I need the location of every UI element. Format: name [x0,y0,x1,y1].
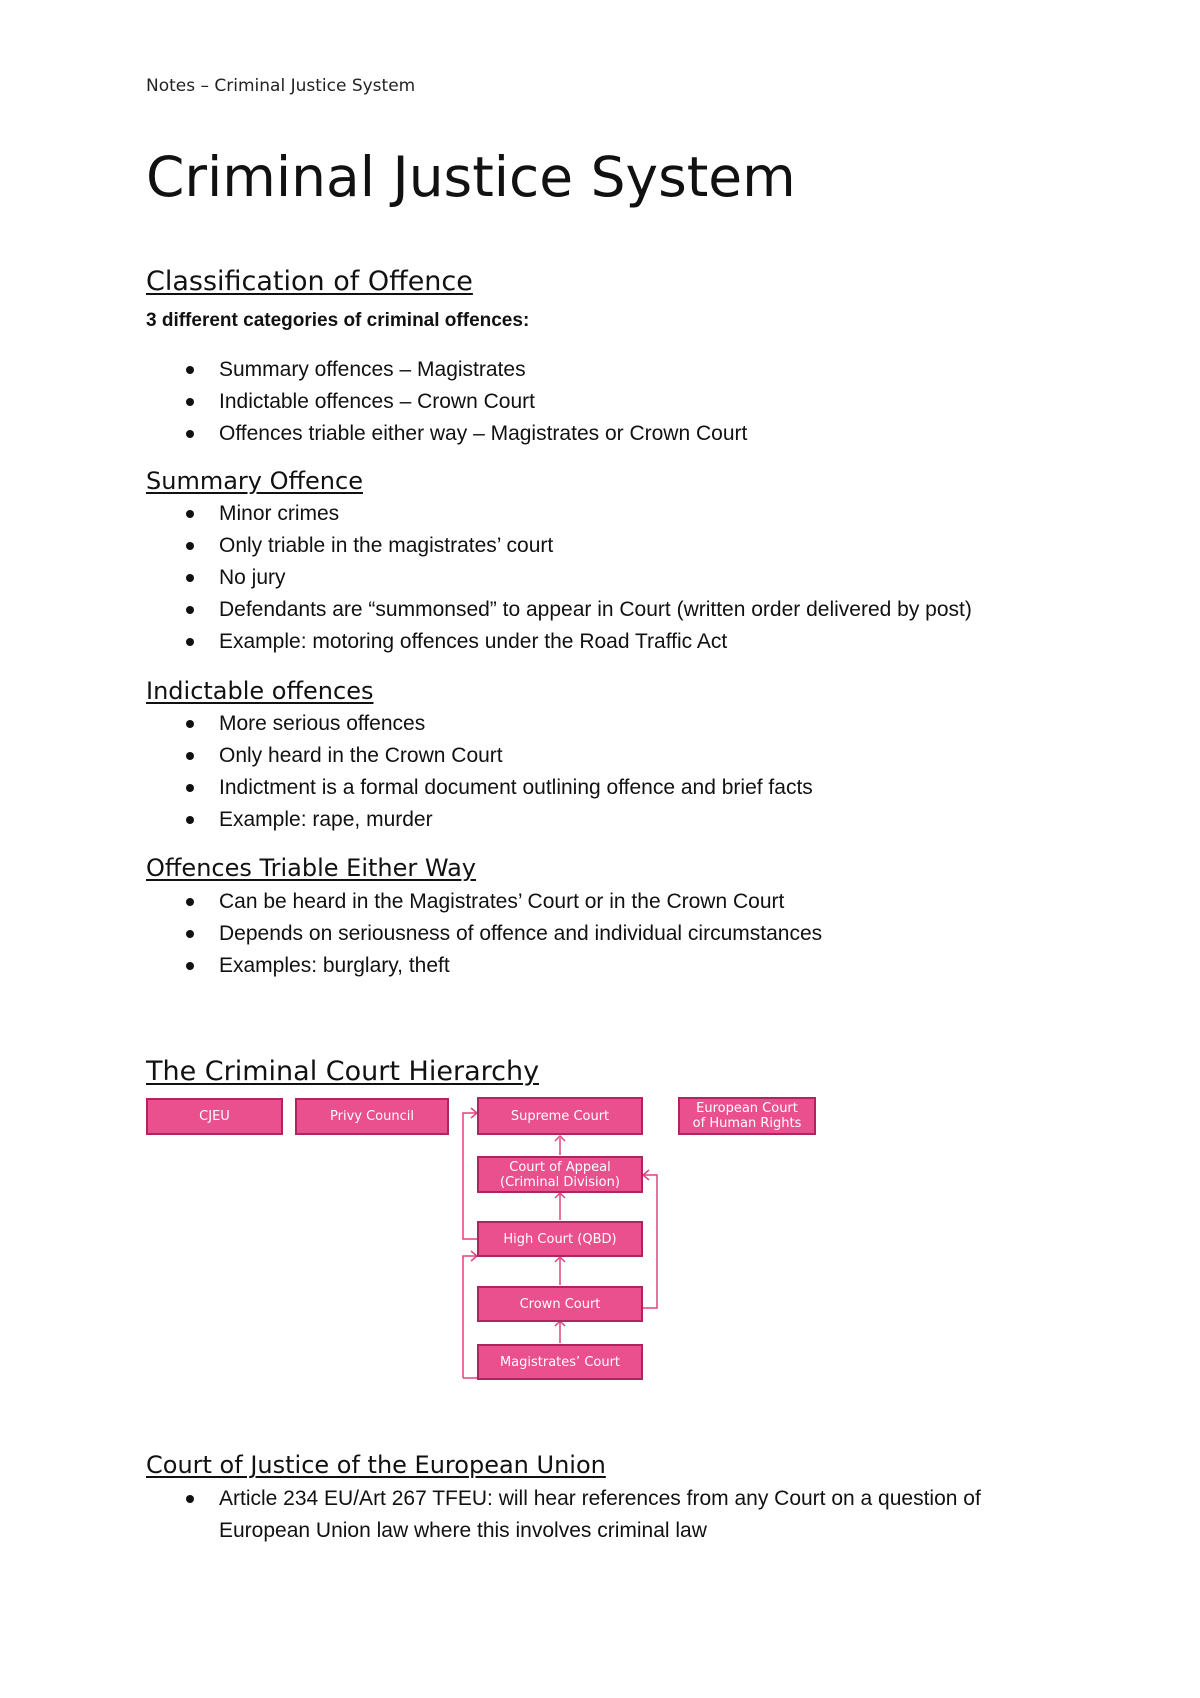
cjeu-list [146,1483,1046,1547]
list-item-text: More serious offences [219,712,426,735]
court-label: Court of Appeal [509,1159,611,1175]
list-item-text: No jury [219,566,286,589]
list-item-text: Defendants are “summonsed” to appear in Court (written order delivered by post) [219,598,972,621]
court-box-cjeu [146,1098,283,1135]
list-item-text: Minor crimes [219,502,340,525]
list-item-text: Examples: burglary, theft [219,954,450,977]
connector-magistrates-high [463,1256,477,1378]
list-item [146,1483,1046,1547]
court-label: Supreme Court [510,1108,610,1124]
running-header: Notes – Criminal Justice System [146,76,416,96]
court-label: of Human Rights [692,1116,802,1131]
list-item-text: Can be heard in the Magistrates’ Court or in the Crown Court [219,890,785,913]
court-box-magistrates-court [477,1344,643,1380]
court-label: High Court (QBD) [503,1231,617,1247]
connector-crown-appeal [643,1175,657,1308]
court-label: Magistrates’ Court [499,1354,621,1370]
list-item-text: Article 234 EU/Art 267 TFEU: will hear references from any Court on a question of European Union law where this involves criminal law [219,1487,981,1542]
court-label: Crown Court [519,1296,601,1312]
hierarchy-heading: The Criminal Court Hierarchy [146,1056,540,1087]
summary-heading: Summary Offence [146,467,363,495]
court-box-supreme-court [477,1097,643,1135]
list-item-text: Indictment is a formal document outlining offence and brief facts [219,776,813,799]
court-label: European Court [696,1101,798,1116]
court-box-high-court [477,1221,643,1257]
court-box-crown-court [477,1286,643,1322]
indictable-heading: Indictable offences [146,677,374,705]
list-item-text: Summary offences – Magistrates [219,358,526,381]
list-item-text: Example: rape, murder [219,808,433,831]
court-box-privy-council [295,1098,449,1135]
cjeu-heading: Court of Justice of the European Union [146,1451,606,1479]
document-title: Criminal Justice System [146,145,796,209]
list-item-text: Offences triable either way – Magistrates or Crown Court [219,422,748,445]
classification-intro: 3 different categories of criminal offences: [146,310,530,331]
classification-heading: Classification of Offence [146,266,473,297]
list-item-text: Only triable in the magistrates’ court [219,534,554,557]
bullet-icon [186,1495,194,1503]
either-way-heading: Offences Triable Either Way [146,854,476,882]
court-box-echr [678,1097,816,1135]
court-label: (Criminal Division) [500,1174,620,1190]
court-label: CJEU [199,1109,230,1124]
list-item-text: Only heard in the Crown Court [219,744,503,767]
court-label: Privy Council [330,1109,414,1124]
list-item-text: Indictable offences – Crown Court [219,390,535,413]
list-item-text: Example: motoring offences under the Road Traffic Act [219,630,728,653]
connector-high-supreme [463,1113,477,1239]
court-box-court-of-appeal [477,1156,643,1193]
list-item-text: Depends on seriousness of offence and individual circumstances [219,922,823,945]
